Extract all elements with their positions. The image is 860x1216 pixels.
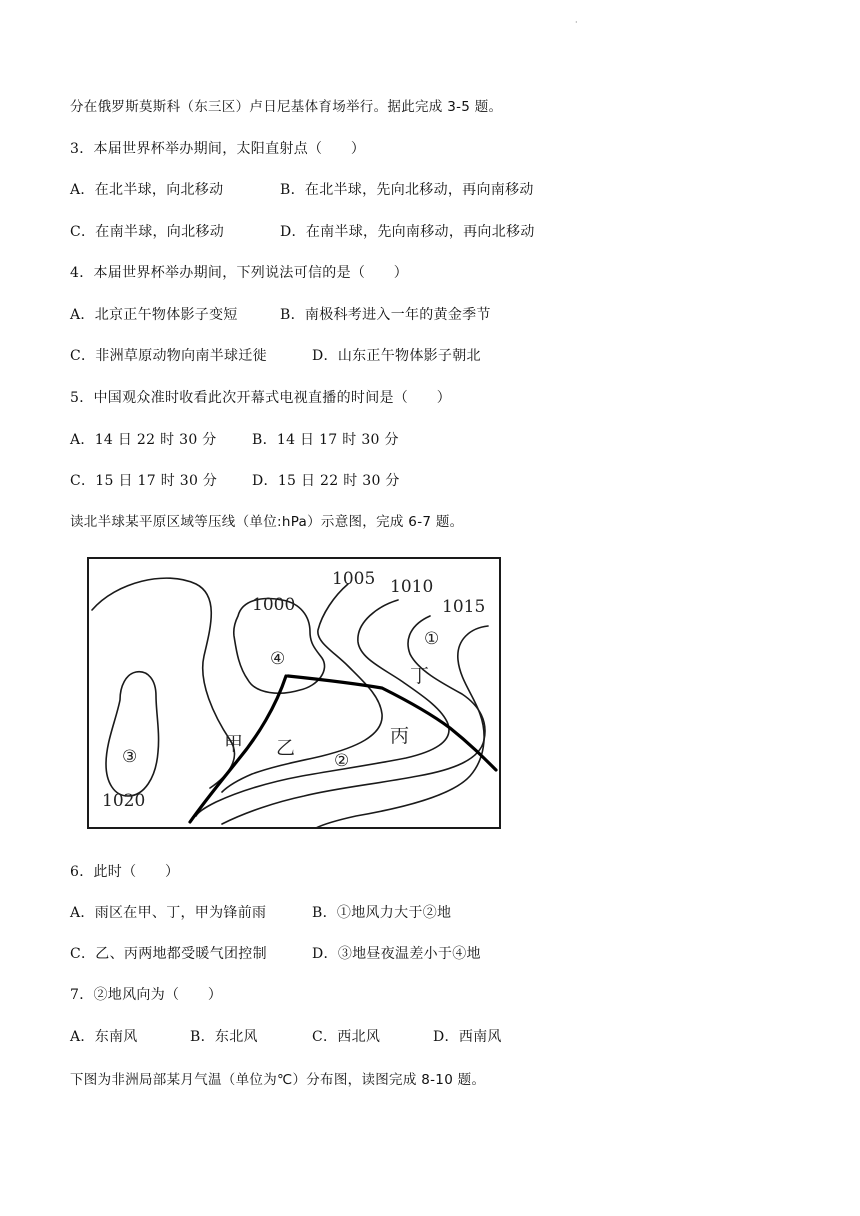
question-3-option-b: B．在北半球，先向北移动，再向南移动 bbox=[280, 182, 534, 198]
question-7-option-d: D．西南风 bbox=[433, 1029, 502, 1045]
intro-text-6-7: 读北半球某平原区域等压线（单位:hPa）示意图，完成 6-7 题。 bbox=[70, 514, 464, 530]
place-label-ding: 丁 bbox=[410, 665, 430, 687]
question-3-option-c: C．在南半球，向北移动 bbox=[70, 224, 225, 240]
question-6-option-c: C．乙、丙两地都受暖气团控制 bbox=[70, 946, 267, 962]
place-label-bing: 丙 bbox=[390, 725, 410, 747]
isobar-label-1005: 1005 bbox=[332, 569, 376, 589]
isobar-map-figure bbox=[86, 556, 504, 830]
question-4-stem: 4．本届世界杯举办期间，下列说法可信的是（ ） bbox=[70, 265, 409, 281]
question-7-stem: 7．②地风向为（ ） bbox=[70, 987, 223, 1003]
isobar-label-1015: 1015 bbox=[442, 597, 486, 617]
question-4-option-d: D．山东正午物体影子朝北 bbox=[312, 348, 481, 364]
question-5-option-c: C．15 日 17 时 30 分 bbox=[70, 473, 218, 489]
question-6-option-a: A．雨区在甲、丁，甲为锋前雨 bbox=[70, 905, 267, 921]
location-mark-2: ② bbox=[334, 751, 350, 771]
location-mark-4: ④ bbox=[270, 649, 286, 669]
intro-text-3-5: 分在俄罗斯莫斯科（东三区）卢日尼基体育场举行。据此完成 3-5 题。 bbox=[70, 99, 503, 115]
question-5-stem: 5．中国观众准时收看此次开幕式电视直播的时间是（ ） bbox=[70, 390, 452, 406]
place-label-jia: 甲 bbox=[224, 733, 244, 755]
question-6-option-d: D．③地昼夜温差小于④地 bbox=[312, 946, 481, 962]
question-3-option-d: D．在南半球，先向南移动，再向北移动 bbox=[280, 224, 535, 240]
question-3-option-a: A．在北半球，向北移动 bbox=[70, 182, 224, 198]
question-7-option-c: C．西北风 bbox=[312, 1029, 381, 1045]
question-7-option-b: B．东北风 bbox=[190, 1029, 258, 1045]
isobar-label-1010: 1010 bbox=[390, 577, 434, 597]
question-5-option-a: A．14 日 22 时 30 分 bbox=[70, 432, 217, 448]
isobar-label-1000: 1000 bbox=[252, 595, 296, 615]
question-5-option-b: B．14 日 17 时 30 分 bbox=[252, 432, 399, 448]
location-mark-1: ① bbox=[424, 629, 440, 649]
question-4-option-c: C．非洲草原动物向南半球迁徙 bbox=[70, 348, 267, 364]
question-6-stem: 6．此时（ ） bbox=[70, 864, 180, 880]
question-6-option-b: B．①地风力大于②地 bbox=[312, 905, 452, 921]
question-3-stem: 3．本届世界杯举办期间，太阳直射点（ ） bbox=[70, 141, 366, 157]
intro-text-8-10: 下图为非洲局部某月气温（单位为℃）分布图，读图完成 8-10 题。 bbox=[70, 1072, 486, 1088]
question-4-option-b: B．南极科考进入一年的黄金季节 bbox=[280, 307, 491, 323]
isobar-label-1020: 1020 bbox=[102, 791, 146, 811]
top-mark: · bbox=[575, 18, 578, 27]
question-7-option-a: A．东南风 bbox=[70, 1029, 138, 1045]
place-label-yi: 乙 bbox=[276, 737, 296, 759]
question-4-option-a: A．北京正午物体影子变短 bbox=[70, 307, 238, 323]
location-mark-3: ③ bbox=[122, 747, 138, 767]
question-5-option-d: D．15 日 22 时 30 分 bbox=[252, 473, 400, 489]
